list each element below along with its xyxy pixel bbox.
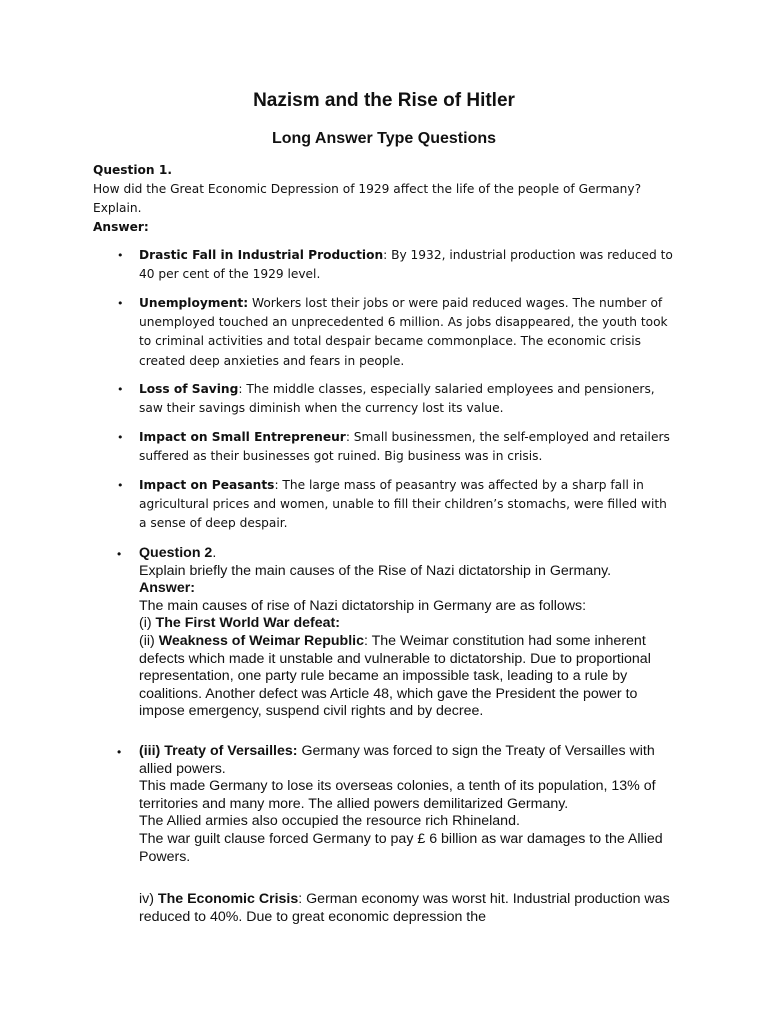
- bullet-icon: •: [117, 249, 124, 262]
- list-item: [117, 246, 677, 284]
- list-item: [117, 294, 677, 371]
- point-text: Workers lost their jobs or were paid reduced wages. The number of unemployed touched an unprecedented 6 million. As jobs disappeared, the youth took to criminal activities and total despair became commonplace. The economic crisis created deep anxieties and fears in people.: [139, 295, 668, 368]
- point-text: : The middle classes, especially salaried employees and pensioners, saw their savings diminish when the currency lost its value.: [139, 382, 655, 416]
- cause-2-text: : The Weimar constitution had some inherent defects which made it unstable and vulnerable to dictatorship. Due to proportional representation, one party rule became an impossible task, leading to a rule by coalitions. Another defect was Article 48, which gave the President the power to impose emergency, suspend civil rights and by decree.: [139, 632, 651, 720]
- cause-4-paragraph: [139, 891, 699, 926]
- document-title: Nazism and the Rise of Hitler: [253, 90, 515, 111]
- cause-2-heading: Weakness of Weimar Republic: [158, 632, 364, 649]
- question-1-label: Question 1.: [93, 163, 172, 177]
- list-item: [117, 428, 677, 466]
- question-2-label: Question 2: [139, 545, 213, 561]
- bullet-icon: •: [117, 479, 124, 493]
- cause-4-prefix: iv): [139, 891, 158, 907]
- cause-3-heading: (iii) Treaty of Versailles:: [139, 742, 298, 759]
- list-item: [117, 476, 677, 534]
- bullet-icon: •: [117, 431, 124, 445]
- cause-4-text: : German economy was worst hit. Industrial production was reduced to 40%. Due to great economic depression the: [139, 891, 670, 925]
- cause-1-heading: The First World War defeat:: [155, 615, 340, 632]
- cause-3-line: The Allied armies also occupied the resource rich Rhineland.: [139, 813, 520, 830]
- point-heading: Impact on Peasants: [139, 478, 275, 493]
- question-2-answer-label: Answer:: [139, 580, 195, 597]
- point-heading: Unemployment:: [139, 295, 249, 310]
- point-heading: Drastic Fall in Industrial Production: [139, 248, 384, 262]
- point-heading: Loss of Saving: [139, 382, 239, 397]
- list-item: [117, 743, 687, 866]
- bullet-icon: •: [117, 547, 122, 561]
- bullet-icon: •: [117, 296, 124, 310]
- point-text: : The large mass of peasantry was affected by a sharp fall in agricultural prices and women, unable to fill their children’s stomachs, were filled with a sense of deep despair.: [139, 478, 667, 531]
- cause-1-prefix: (i): [139, 615, 156, 632]
- cause-3-line: This made Germany to lose its overseas colonies, a tenth of its population, 13% of territories and many more. The allied powers demilitarized Germany.: [139, 778, 656, 812]
- point-text: : Small businessmen, the self-employed and retailers suffered as their businesses got ruined. Big business was in crisis.: [139, 430, 670, 464]
- list-item: [117, 545, 687, 721]
- question-1-answer-label: Answer:: [93, 220, 149, 234]
- question-2-text: Explain briefly the main causes of the Rise of Nazi dictatorship in Germany.: [139, 562, 612, 579]
- cause-2-prefix: (ii): [139, 632, 159, 649]
- document-subtitle: Long Answer Type Questions: [271, 130, 497, 147]
- cause-3-text: Germany was forced to sign the Treaty of Versailles with allied powers.: [139, 742, 655, 777]
- point-heading: Impact on Small Entrepreneur: [139, 430, 346, 445]
- cause-4-heading: The Economic Crisis: [157, 891, 299, 907]
- bullet-icon: •: [117, 744, 122, 759]
- question-1-answer-list: [117, 246, 677, 543]
- question-2-intro: The main causes of rise of Nazi dictatorship in Germany are as follows:: [139, 597, 587, 614]
- list-item: [117, 380, 677, 418]
- cause-3-line: The war guilt clause forced Germany to pay £ 6 billion as war damages to the Allied Powers.: [139, 830, 663, 865]
- question-1-block: [93, 161, 683, 237]
- question-2-label-suffix: .: [212, 545, 217, 561]
- question-2-list: [117, 545, 687, 866]
- point-text: : By 1932, industrial production was reduced to 40 per cent of the 1929 level.: [139, 248, 673, 282]
- question-1-text: How did the Great Economic Depression of 1929 affect the life of the people of Germany? Explain.: [93, 182, 642, 215]
- bullet-icon: •: [117, 383, 124, 397]
